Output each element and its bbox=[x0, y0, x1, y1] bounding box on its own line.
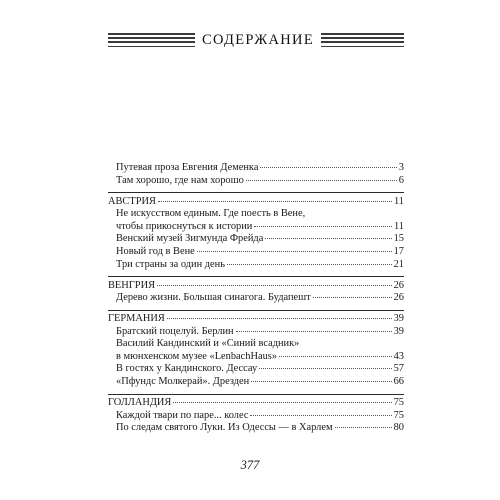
toc-section-heading[interactable] bbox=[108, 280, 404, 293]
section-divider bbox=[108, 192, 404, 193]
entry-page: 15 bbox=[393, 233, 404, 245]
dot-leader bbox=[227, 264, 392, 265]
entry-page: 39 bbox=[393, 325, 404, 337]
entry-title: Каждой твари по паре... колес bbox=[116, 409, 249, 421]
dot-leader bbox=[250, 415, 391, 416]
table-of-contents bbox=[108, 162, 404, 435]
toc-entry[interactable] bbox=[108, 162, 404, 175]
decorative-rules-right bbox=[321, 33, 404, 50]
section-divider bbox=[108, 276, 404, 277]
toc-section-heading[interactable] bbox=[108, 397, 404, 410]
toc-entry[interactable] bbox=[108, 246, 404, 259]
entry-title: В гостях у Кандинского. Дессау bbox=[116, 363, 258, 375]
entry-title: Новый год в Вене bbox=[116, 245, 195, 257]
section-divider bbox=[108, 394, 404, 395]
entry-title: Венский музей Зигмунда Фрейда bbox=[116, 233, 264, 245]
page-number: 377 bbox=[240, 458, 260, 472]
entry-page: 57 bbox=[393, 363, 404, 375]
page-title: СОДЕРЖАНИЕ bbox=[202, 32, 314, 48]
entry-page: 66 bbox=[393, 376, 404, 388]
toc-entry[interactable] bbox=[108, 422, 404, 435]
dot-leader bbox=[173, 402, 391, 403]
entry-title: Там хорошо, где нам хорошо bbox=[116, 174, 244, 186]
dot-leader bbox=[335, 427, 392, 428]
section-name: ГОЛЛАНДИЯ bbox=[108, 397, 172, 408]
toc-entry[interactable] bbox=[108, 175, 404, 188]
entry-title: По следам святого Луки. Из Одессы — в Харлем bbox=[116, 422, 333, 434]
dot-leader bbox=[157, 285, 392, 286]
entry-title: Путевая проза Евгения Деменка bbox=[116, 162, 259, 173]
entry-page: 75 bbox=[393, 409, 404, 421]
toc-entry[interactable] bbox=[108, 221, 404, 234]
entry-page: 26 bbox=[393, 292, 404, 304]
toc-entry[interactable] bbox=[108, 410, 404, 423]
toc-section-heading[interactable] bbox=[108, 313, 404, 326]
dot-leader bbox=[254, 226, 392, 227]
dot-leader bbox=[259, 368, 391, 369]
entry-page: 17 bbox=[393, 245, 404, 257]
entry-title: Дерево жизни. Большая синагога. Будапешт bbox=[116, 292, 311, 304]
entry-title: Три страны за один день bbox=[116, 258, 225, 270]
entry-title: чтобы прикоснуться к истории bbox=[116, 220, 253, 232]
dot-leader bbox=[279, 356, 392, 357]
entry-title: Братский поцелуй. Берлин bbox=[116, 325, 234, 337]
dot-leader bbox=[167, 318, 392, 319]
section-name: ГЕРМАНИЯ bbox=[108, 313, 165, 325]
toc-header bbox=[108, 30, 404, 54]
dot-leader bbox=[313, 297, 392, 298]
entry-title: в мюнхенском музее «LenbachHaus» bbox=[116, 350, 278, 362]
entry-title: «Пфундс Молкерай». Дрезден bbox=[116, 376, 250, 388]
toc-section-heading[interactable] bbox=[108, 196, 404, 209]
dot-leader bbox=[158, 201, 392, 202]
toc-entry[interactable] bbox=[108, 326, 404, 339]
entry-page: 80 bbox=[393, 422, 404, 434]
entry-title-line1: Василий Кандинский и «Синий всадник» bbox=[116, 338, 300, 350]
entry-page: 3 bbox=[398, 162, 404, 173]
entry-page: 6 bbox=[398, 174, 404, 186]
dot-leader bbox=[251, 381, 391, 382]
section-page: 75 bbox=[393, 397, 404, 408]
entry-page: 43 bbox=[393, 350, 404, 362]
dot-leader bbox=[236, 331, 392, 332]
section-page: 26 bbox=[393, 279, 404, 291]
section-divider bbox=[108, 310, 404, 311]
toc-entry[interactable] bbox=[108, 233, 404, 246]
dot-leader bbox=[260, 167, 396, 168]
section-page: 39 bbox=[393, 313, 404, 325]
toc-entry[interactable] bbox=[108, 292, 404, 305]
section-name: АВСТРИЯ bbox=[108, 195, 156, 207]
section-name: ВЕНГРИЯ bbox=[108, 279, 156, 291]
section-page: 11 bbox=[393, 195, 404, 207]
entry-title-line1: Не искусством единым. Где поесть в Вене, bbox=[116, 208, 306, 220]
toc-entry[interactable] bbox=[108, 376, 404, 389]
toc-entry[interactable] bbox=[108, 351, 404, 364]
decorative-rules-left bbox=[108, 33, 195, 50]
entry-page: 21 bbox=[393, 258, 404, 270]
entry-page: 11 bbox=[393, 220, 404, 232]
dot-leader bbox=[197, 251, 392, 252]
toc-entry[interactable] bbox=[108, 363, 404, 376]
dot-leader bbox=[246, 180, 397, 181]
dot-leader bbox=[265, 238, 391, 239]
toc-entry[interactable] bbox=[108, 259, 404, 272]
